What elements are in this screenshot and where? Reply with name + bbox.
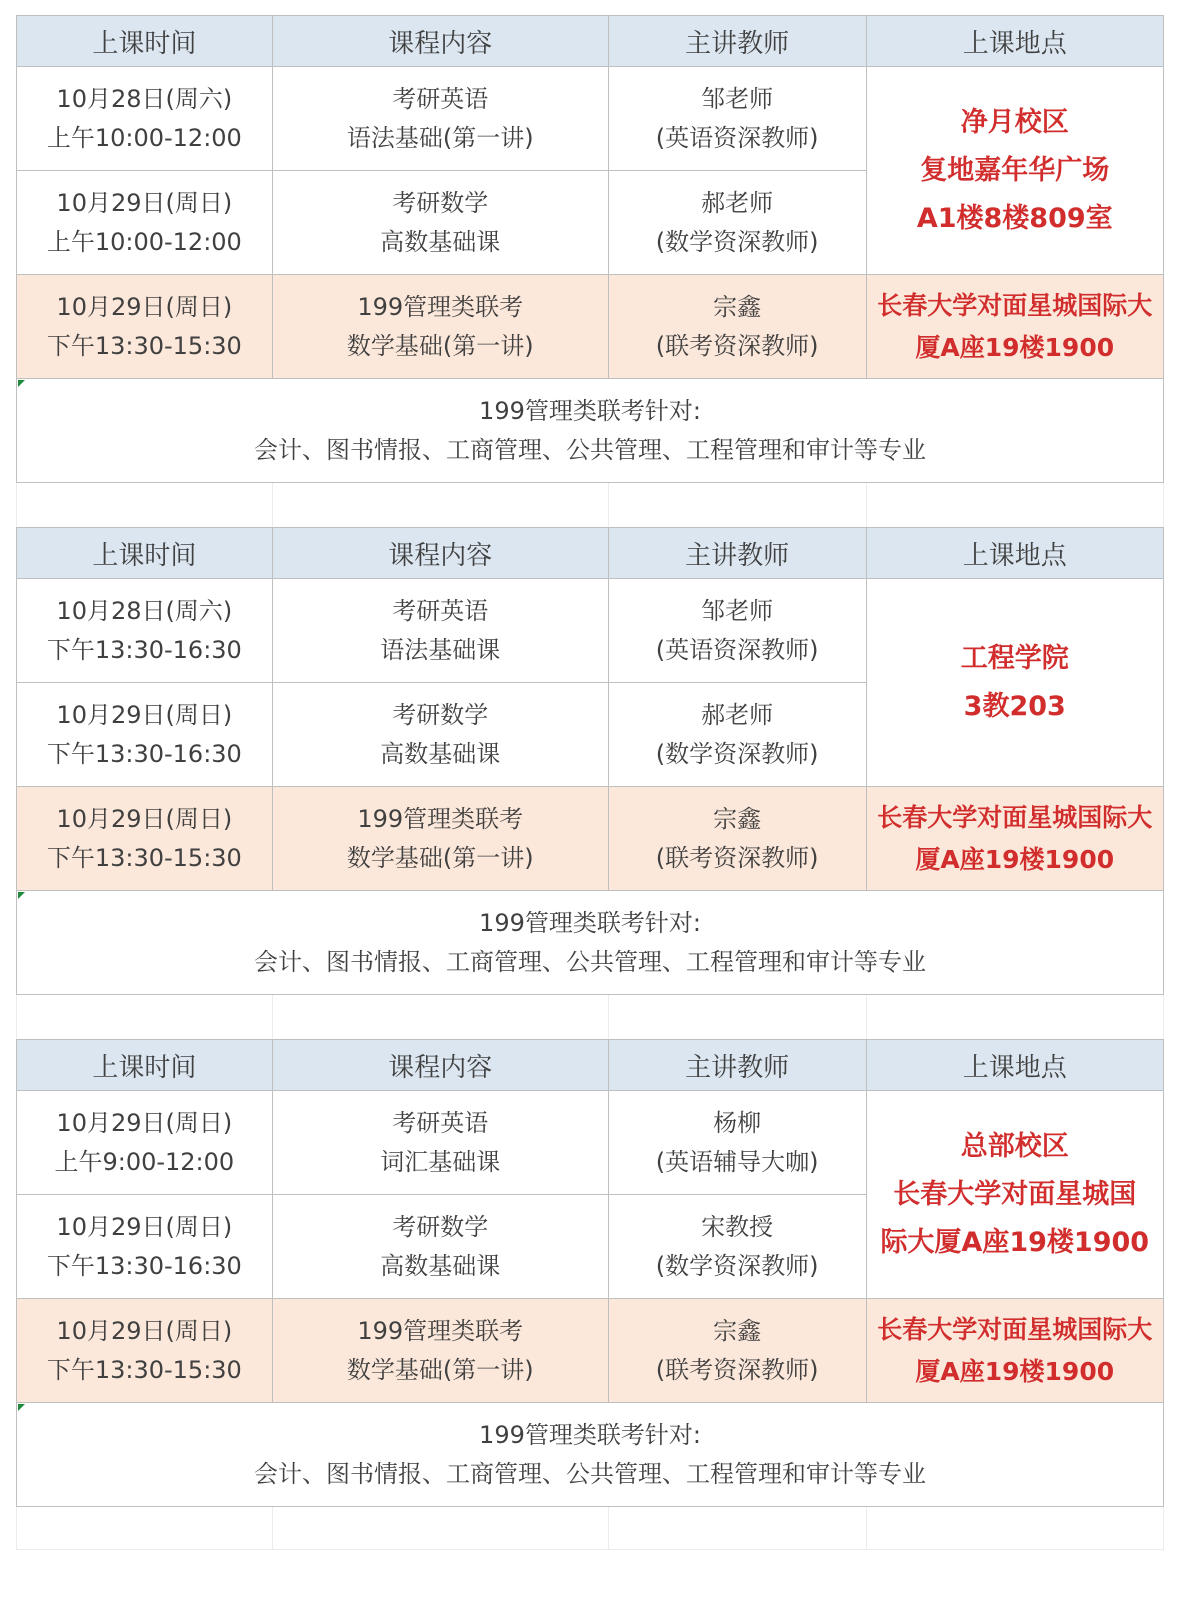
time-cell: 10月29日(周日) 下午13:30-16:30 [17, 683, 273, 787]
table-row [17, 67, 1164, 171]
time-cell: 10月29日(周日) 上午9:00-12:00 [17, 1091, 273, 1195]
teacher-cell: 郝老师 (数学资深教师) [608, 683, 866, 787]
header-location: 上课地点 [866, 16, 1163, 67]
course-cell: 考研英语 词汇基础课 [272, 1091, 608, 1195]
note-row [17, 1403, 1164, 1507]
time-cell: 10月29日(周日) 下午13:30-15:30 [17, 275, 273, 379]
header-row [17, 1040, 1164, 1091]
header-time: 上课时间 [17, 16, 273, 67]
time-cell: 10月28日(周六) 上午10:00-12:00 [17, 67, 273, 171]
header-time: 上课时间 [17, 528, 273, 579]
note-cell: 199管理类联考针对: 会计、图书情报、工商管理、公共管理、工程管理和审计等专业 [17, 379, 1164, 483]
teacher-cell: 郝老师 (数学资深教师) [608, 171, 866, 275]
location-cell: 长春大学对面星城国际大 厦A座19楼1900 [866, 1299, 1163, 1403]
comment-marker-icon [18, 892, 25, 899]
table-row [17, 1091, 1164, 1195]
header-course: 课程内容 [272, 1040, 608, 1091]
schedule-table-3 [16, 1039, 1164, 1550]
header-teacher: 主讲教师 [608, 1040, 866, 1091]
location-cell: 长春大学对面星城国际大 厦A座19楼1900 [866, 787, 1163, 891]
teacher-cell: 邹老师 (英语资深教师) [608, 579, 866, 683]
time-cell: 10月29日(周日) 下午13:30-15:30 [17, 787, 273, 891]
table-row [17, 579, 1164, 683]
header-course: 课程内容 [272, 528, 608, 579]
location-cell: 总部校区 长春大学对面星城国 际大厦A座19楼1900 [866, 1091, 1163, 1299]
header-location: 上课地点 [866, 1040, 1163, 1091]
schedule-table-1 [16, 15, 1164, 529]
header-time: 上课时间 [17, 1040, 273, 1091]
course-cell: 考研数学 高数基础课 [272, 1195, 608, 1299]
time-cell: 10月29日(周日) 下午13:30-16:30 [17, 1195, 273, 1299]
header-teacher: 主讲教师 [608, 16, 866, 67]
header-location: 上课地点 [866, 528, 1163, 579]
spacer-row [17, 995, 1164, 1041]
teacher-cell: 宗鑫 (联考资深教师) [608, 787, 866, 891]
course-cell: 考研英语 语法基础(第一讲) [272, 67, 608, 171]
course-cell: 199管理类联考 数学基础(第一讲) [272, 275, 608, 379]
course-cell: 199管理类联考 数学基础(第一讲) [272, 787, 608, 891]
location-cell: 长春大学对面星城国际大 厦A座19楼1900 [866, 275, 1163, 379]
note-row [17, 891, 1164, 995]
location-cell: 净月校区 复地嘉年华广场 A1楼8楼809室 [866, 67, 1163, 275]
teacher-cell: 宗鑫 (联考资深教师) [608, 275, 866, 379]
location-cell: 工程学院 3教203 [866, 579, 1163, 787]
highlight-row [17, 1299, 1164, 1403]
spacer-row [17, 483, 1164, 529]
time-cell: 10月29日(周日) 上午10:00-12:00 [17, 171, 273, 275]
time-cell: 10月28日(周六) 下午13:30-16:30 [17, 579, 273, 683]
schedule-table-2 [16, 527, 1164, 1041]
course-cell: 考研数学 高数基础课 [272, 683, 608, 787]
note-row [17, 379, 1164, 483]
teacher-cell: 邹老师 (英语资深教师) [608, 67, 866, 171]
teacher-cell: 宗鑫 (联考资深教师) [608, 1299, 866, 1403]
teacher-cell: 杨柳 (英语辅导大咖) [608, 1091, 866, 1195]
time-cell: 10月29日(周日) 下午13:30-15:30 [17, 1299, 273, 1403]
header-course: 课程内容 [272, 16, 608, 67]
highlight-row [17, 787, 1164, 891]
header-row [17, 528, 1164, 579]
header-teacher: 主讲教师 [608, 528, 866, 579]
course-cell: 考研英语 语法基础课 [272, 579, 608, 683]
course-cell: 199管理类联考 数学基础(第一讲) [272, 1299, 608, 1403]
comment-marker-icon [18, 1404, 25, 1411]
note-cell: 199管理类联考针对: 会计、图书情报、工商管理、公共管理、工程管理和审计等专业 [17, 891, 1164, 995]
spacer-row [17, 1507, 1164, 1550]
note-cell: 199管理类联考针对: 会计、图书情报、工商管理、公共管理、工程管理和审计等专业 [17, 1403, 1164, 1507]
comment-marker-icon [18, 380, 25, 387]
course-cell: 考研数学 高数基础课 [272, 171, 608, 275]
teacher-cell: 宋教授 (数学资深教师) [608, 1195, 866, 1299]
highlight-row [17, 275, 1164, 379]
header-row [17, 16, 1164, 67]
